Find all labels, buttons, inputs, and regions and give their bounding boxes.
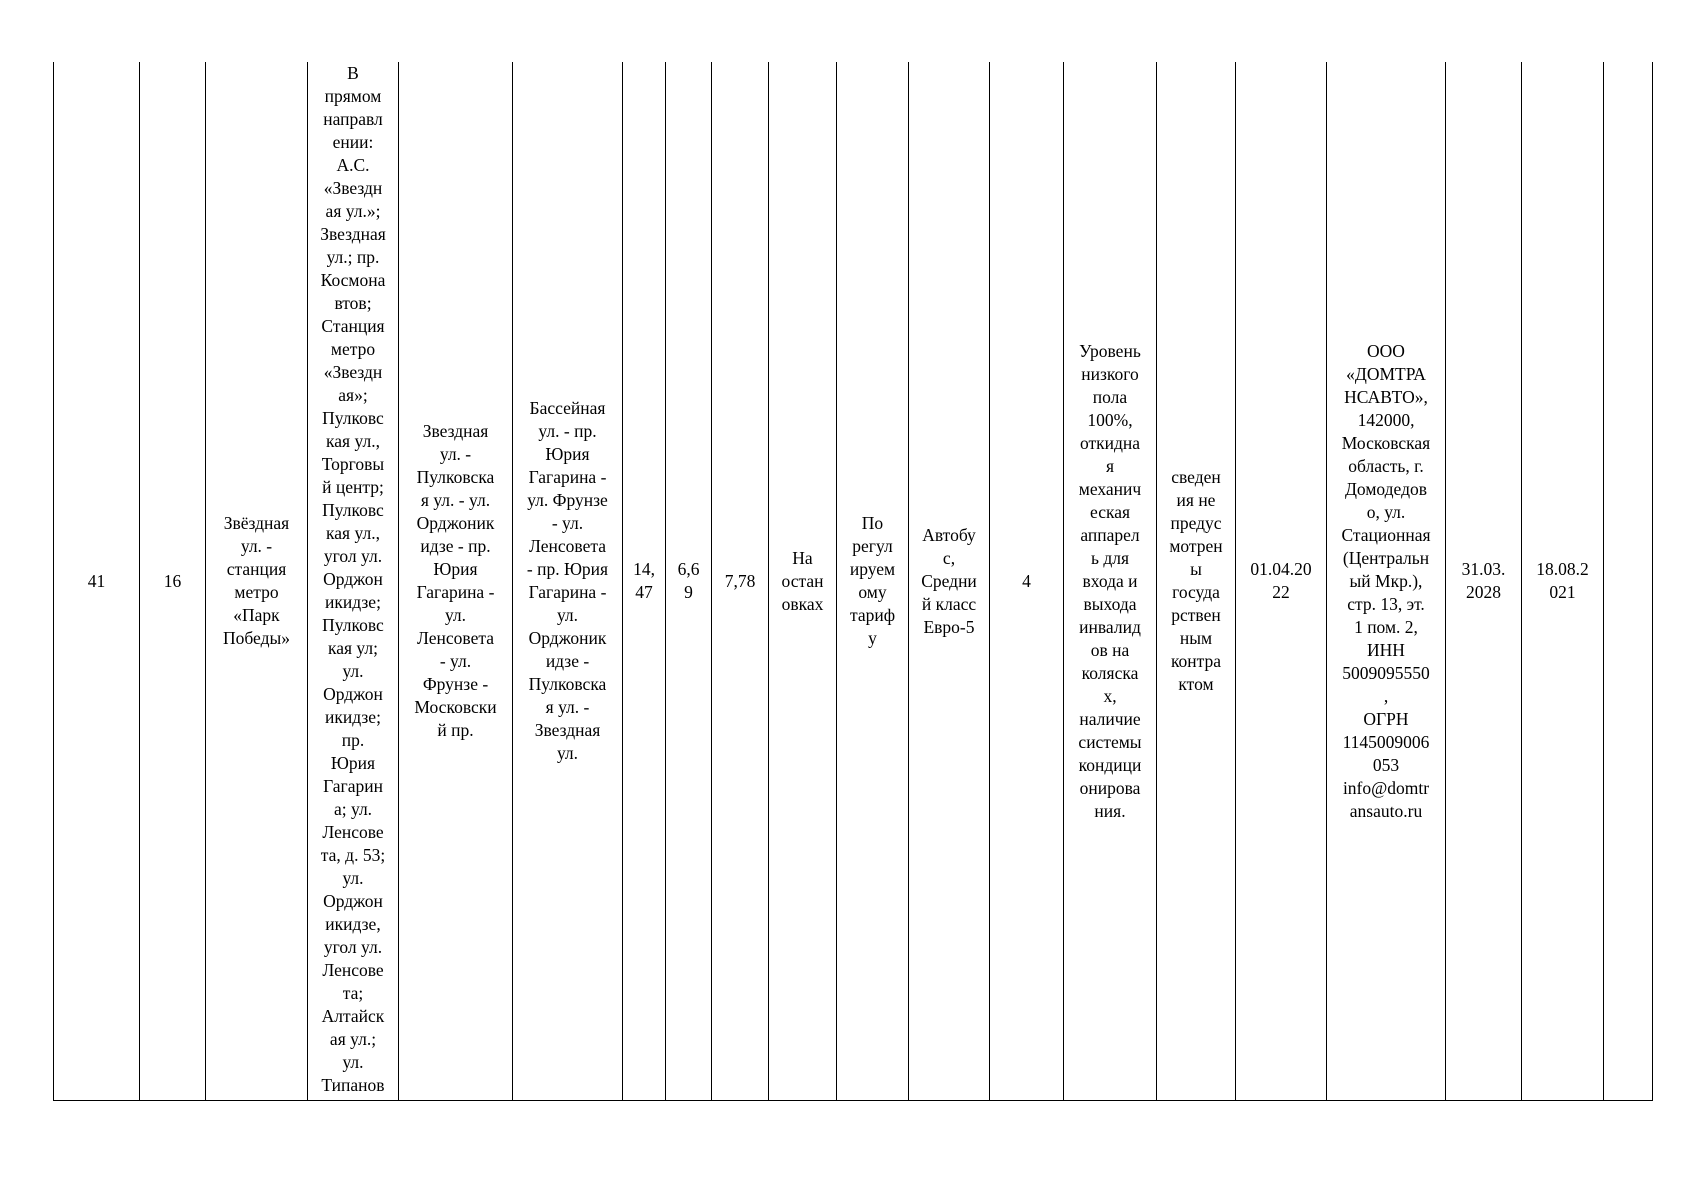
cell-vehicle-type: Автобу с, Средни й класс Евро-5 — [909, 62, 990, 1101]
cell-streets-forward: Звездная ул. - Пулковска я ул. - ул. Орджоник идзе - пр. Юрия Гагарина - ул. Ленсовета - ул. Фрунзе - Московски й пр. — [399, 62, 513, 1101]
cell-route-name: Звёздная ул. - станция метро «Парк Победы» — [206, 62, 308, 1101]
cell-length-total: 7,78 — [712, 62, 769, 1101]
cell-stops: В прямом направл ении: А.С. «Звездн ая ул.»; Звездная ул.; пр. Космона втов; Станция метро «Звездн ая»; Пулковс кая ул., Торговы й центр; Пулковс кая ул., угол ул. Орджон икидзе; Пулковс кая ул; ул. Орджон икидзе; пр. Юрия Гагарин а; ул. Ленсове та, д. 53; ул. Орджон икидзе, угол ул. Ленсове та; Алтайск ая ул.; ул. Типанов — [308, 62, 399, 1101]
cell-start-date: 01.04.20 22 — [1236, 62, 1327, 1101]
cell-streets-backward: Бассейная ул. - пр. Юрия Гагарина - ул. Фрунзе - ул. Ленсовета - пр. Юрия Гагарина - ул. Орджоник идзе - Пулковска я ул. - Звездная ул. — [513, 62, 623, 1101]
cell-contract-info: сведен ия не предус мотрен ы госуда рствен ным контра ктом — [1157, 62, 1236, 1101]
cell-boarding-order: На остан овках — [769, 62, 837, 1101]
cell-route-number: 16 — [140, 62, 206, 1101]
cell-end-date: 31.03. 2028 — [1446, 62, 1522, 1101]
cell-vehicle-count: 4 — [990, 62, 1064, 1101]
table-row — [54, 62, 1653, 1101]
cell-registration-date: 18.08.2 021 — [1522, 62, 1604, 1101]
route-registry-table — [53, 62, 1653, 1101]
cell-tariff-type: По регул ируем ому тариф у — [837, 62, 909, 1101]
cell-length-backward: 6,6 9 — [666, 62, 712, 1101]
cell-length-forward: 14, 47 — [623, 62, 666, 1101]
cell-vehicle-features: Уровень низкого пола 100%, откидна я механич еская аппарел ь для входа и выхода инвалид ов на коляска х, наличие системы кондици онирова ния. — [1064, 62, 1157, 1101]
cell-row-number: 41 — [54, 62, 140, 1101]
cell-carrier: ООО «ДОМТРА НСАВТО», 142000, Московская область, г. Домодедов о, ул. Стационная (Центральн ый Мкр.), стр. 13, эт. 1 пом. 2, ИНН 5009095550 , ОГРН 1145009006 053 info@domtr ansauto.ru — [1327, 62, 1446, 1101]
cell-extra — [1604, 62, 1653, 1101]
